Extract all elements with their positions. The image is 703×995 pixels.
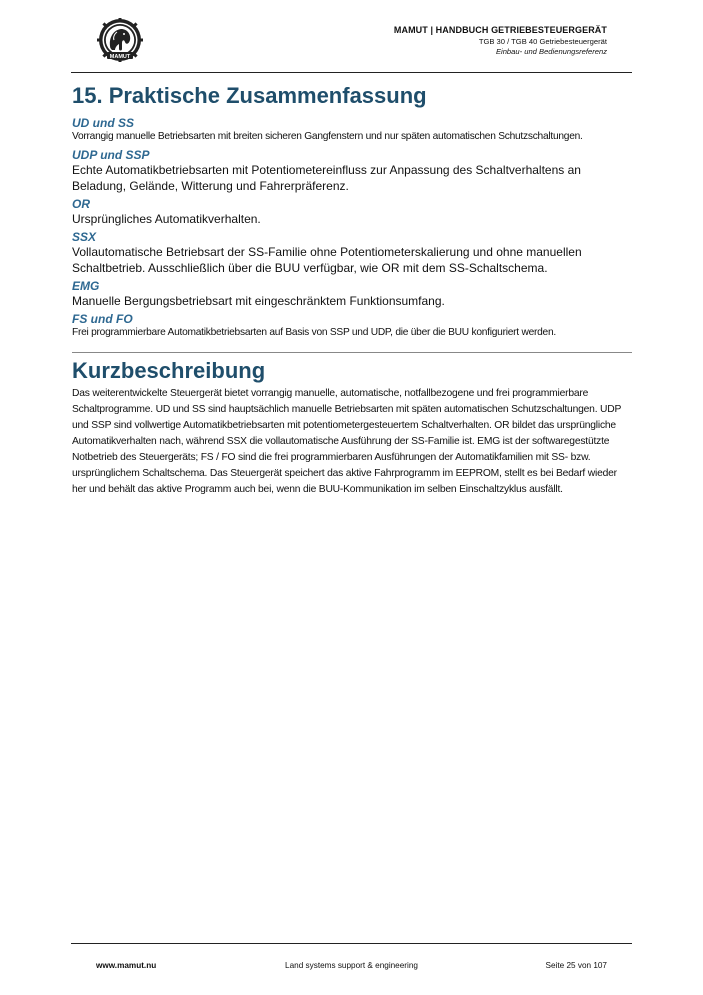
term-description: Ursprüngliches Automatikverhalten. — [72, 212, 261, 226]
term-heading: SSX — [72, 230, 97, 244]
section-heading: 15. Praktische Zusammenfassung — [72, 83, 427, 108]
definition-item — [72, 312, 632, 340]
document-title: MAMUT | HANDBUCH GETRIEBESTEUERGERÄT — [393, 25, 607, 35]
definition-item — [72, 197, 632, 227]
term-heading: UDP und SSP — [72, 148, 150, 162]
term-description: Frei programmierbare Automatikbetriebsarten auf Basis von SSP und UDP, die über die BUU konfiguriert werden. — [72, 327, 556, 338]
section-divider — [72, 352, 632, 353]
term-description: Echte Automatikbetriebsarten mit Potentiometereinfluss zur Anpassung des Schaltverhaltens an Beladung, Gelände, Witterung und Fahrerpräferenz. — [72, 163, 581, 193]
mamut-logo — [96, 18, 144, 64]
summary-heading: Kurzbeschreibung — [72, 358, 266, 383]
document-subtitle-2: Einbau- und Bedienungsreferenz — [495, 47, 607, 56]
term-description: Vollautomatische Betriebsart der SS-Familie ohne Potentiometerskalierung und ohne manuellen Schaltbetrieb. Ausschließlich über die BUU verfügbar, wie OR mit dem SS-Schaltschema. — [72, 245, 582, 275]
term-description: Vorrangig manuelle Betriebsarten mit breiten sicheren Gangfenstern und nur späten automatischen Schutzschaltungen. — [72, 131, 583, 142]
term-description: Manuelle Bergungsbetriebsart mit eingeschränktem Funktionsumfang. — [72, 294, 445, 308]
term-heading: FS und FO — [72, 312, 133, 326]
page-content — [72, 82, 632, 498]
page-number: Seite 25 von 107 — [545, 961, 607, 970]
definition-item — [72, 279, 632, 309]
page-header — [71, 0, 632, 73]
term-heading: EMG — [72, 279, 100, 293]
term-heading: UD und SS — [72, 116, 134, 130]
header-text-block — [394, 25, 607, 57]
definition-item — [72, 148, 632, 194]
term-heading: OR — [72, 197, 90, 211]
logo-lettering: MAMUT — [109, 54, 131, 60]
footer-tagline: Land systems support & engineering — [285, 961, 418, 970]
summary-paragraph: Das weiterentwickelte Steuergerät bietet vorrangig manuelle, automatische, notfallbezogene und frei programmierbare Schaltprogramme. UD und SS sind hauptsächlich manuelle Betriebsarten mit späten automatischen Schutzschaltungen. UDP und SSP sind vollwertige Automatikbetriebsarten mit potentiometergesteuertem Schaltverhalten. OR bildet das ursprüngliche Automatikverhalten nach, während SSX die vollautomatische Ausführung der SS-Familie ist. EMG ist der softwaregestützte Notbetrieb des Steuergeräts; FS / FO sind die frei programmierbaren Ausführungen der Automatikfamilien mit SS- bzw. ursprünglichem Schaltschema. Das Steuergerät speichert das aktive Fahrprogramm im EEPROM, stellt es bei Bedarf wieder her und behält das aktive Programm auch bei, wenn die BUU-Kommunikation im selben Einschaltzyklus ausfällt. — [72, 388, 621, 495]
document-subtitle: TGB 30 / TGB 40 Getriebesteuergerät — [478, 37, 607, 46]
footer-website-link[interactable]: www.mamut.nu — [96, 961, 157, 970]
definition-item — [72, 116, 632, 144]
definition-item — [72, 230, 632, 276]
page-footer — [71, 943, 632, 995]
